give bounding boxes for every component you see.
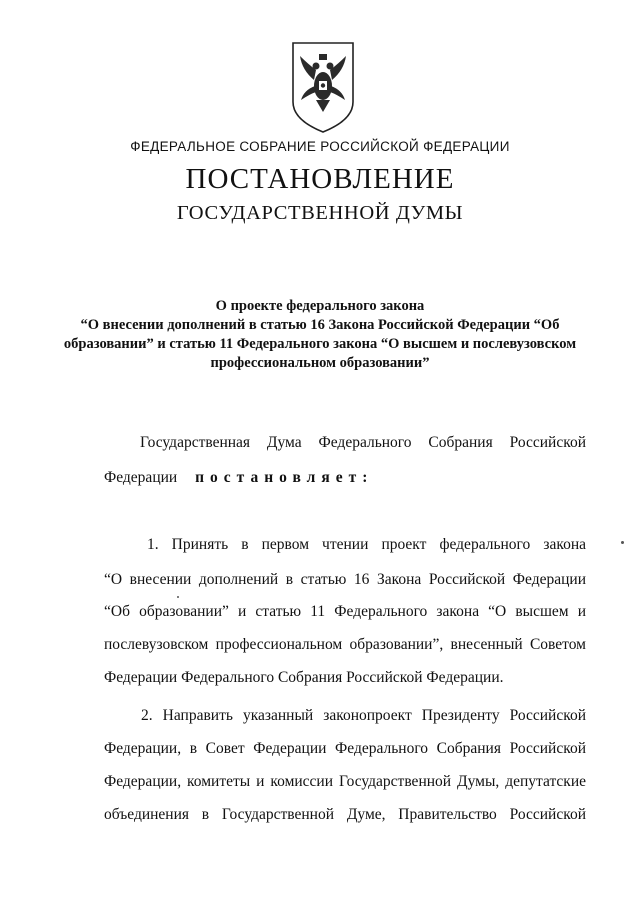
- paragraph-1-line-5: Федерации Федерального Собрания Российской Федерации.: [104, 669, 504, 686]
- paragraph-2-line-3: Федерации, комитеты и комиссии Государственной Думы, депутатские: [104, 773, 586, 790]
- preamble-line-2: [104, 469, 373, 487]
- paragraph-2-line-4: объединения в Государственной Думе, Правительство Российской: [104, 806, 586, 823]
- paragraph-1-line-2: “О внесении дополнений в статью 16 Закона Российской Федерации: [104, 571, 586, 588]
- preamble-federation: Федерации: [104, 469, 178, 486]
- scan-speck: [177, 596, 179, 598]
- paragraph-1-line-4: послевузовском профессиональном образовании”, внесенный Советом: [104, 636, 586, 653]
- paragraph-2-line-1: 2. Направить указанный законопроект Президенту Российской: [141, 707, 586, 724]
- paragraph-2-line-2: Федерации, в Совет Федерации Федерального Собрания Российской: [104, 740, 586, 757]
- paragraph-1-line-3: “Об образовании” и статью 11 Федерального закона “О высшем и: [104, 603, 586, 620]
- preamble-line-1: Государственная Дума Федерального Собрания Российской: [140, 434, 586, 451]
- page-subtitle: ГОСУДАРСТВЕННОЙ ДУМЫ: [176, 202, 464, 224]
- assembly-name: ФЕДЕРАЛЬНОЕ СОБРАНИЕ РОССИЙСКОЙ ФЕДЕРАЦИИ: [130, 139, 510, 154]
- bill-title-line-1: О проекте федерального закона: [215, 298, 425, 314]
- scan-speck: [621, 541, 624, 544]
- page-title: ПОСТАНОВЛЕНИЕ: [185, 163, 455, 195]
- russian-coat-of-arms-icon: [288, 40, 358, 134]
- bill-title: [60, 297, 580, 373]
- paragraph-1-line-1: 1. Принять в первом чтении проект федерального закона: [147, 536, 586, 553]
- bill-title-line-2: “О внесении дополнений в статью 16 Закона Российской Федерации “Об образовании” и статью 11 Федерального закона “О высшем и послевузовском профессиональном образовании”: [63, 317, 577, 371]
- preamble-resolves: постановляет:: [195, 469, 374, 486]
